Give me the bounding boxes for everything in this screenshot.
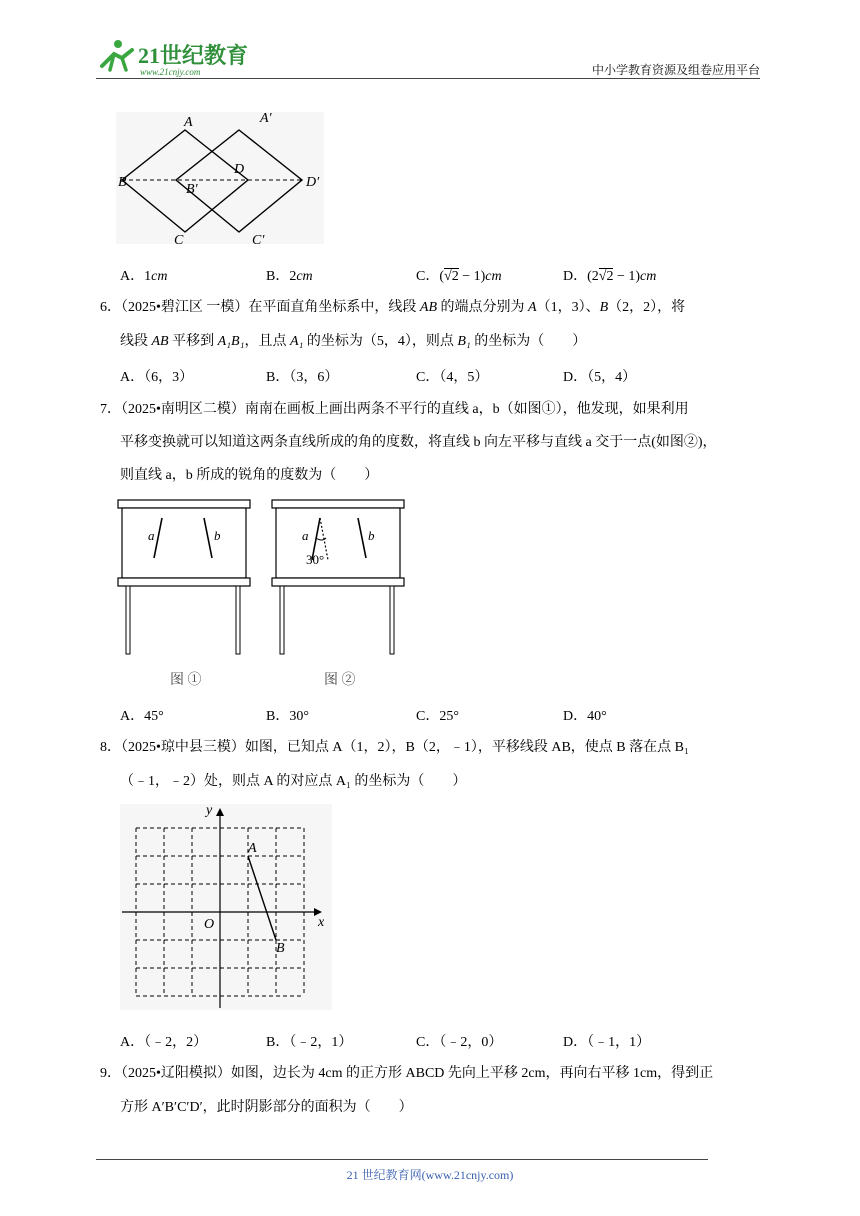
label-c-prime: C′ [252,233,265,248]
label-line-a: a [302,528,309,543]
footer-divider [96,1159,708,1160]
q8-option-c[interactable]: C．（﹣2，0） [416,1035,503,1050]
q7-fig1-caption: 图 ① [170,673,202,688]
footer-link[interactable]: 21 世纪教育网(www.21cnjy.com) [346,1168,514,1182]
q7-stem-line1: 7．（2025•南明区二模）南南在画板上画出两条不平行的直线 a，b（如图①），他发现，如果利用 [100,402,689,417]
q8-option-d[interactable]: D．（﹣1，1） [563,1035,651,1050]
header-divider [96,78,760,79]
runner-logo-icon [102,40,132,70]
q5-figure [112,102,332,250]
logo-url: www.21cnjy.com [140,67,201,77]
angle-label: 30° [306,552,325,567]
q8-option-a[interactable]: A．（﹣2，2） [120,1035,208,1050]
axis-x-label: x [318,915,325,930]
q5-option-c[interactable]: C．(√2 − 1)cm [416,269,502,284]
q6-option-d[interactable]: D．（5，4） [563,370,637,385]
label-b-prime: B′ [186,182,198,197]
label-d-prime: D′ [306,175,320,190]
q7-stem-line3: 则直线 a，b 所成的锐角的度数为（ ） [120,468,379,483]
label-c: C [174,233,184,248]
q8-stem-line2: （﹣1，﹣2）处，则点 A 的对应点 A₁ 的坐标为（ ） [120,774,467,789]
q7-figure-2 [270,498,406,658]
q5-option-b[interactable]: B．2cm [266,269,313,284]
q6-stem-line1: 6．（2025•碧江区 一模）在平面直角坐标系中，线段 AB 的端点分别为 A（1，3）、B（2，2），将 [100,300,686,315]
label-line-b: b [368,528,375,543]
q5-option-a[interactable]: A．1cm [120,269,168,284]
q7-figure-1 [116,498,252,658]
q5-option-d[interactable]: D．(2√2 − 1)cm [563,269,657,284]
label-a-prime: A′ [260,111,272,126]
q8-option-b[interactable]: B．（﹣2，1） [266,1035,353,1050]
q8-stem-line1: 8．（2025•琼中县三模）如图，已知点 A（1，2），B（2，﹣1），平移线段 AB，使点 B 落在点 B₁ [100,740,689,755]
header-platform-text: 中小学教育资源及组卷应用平台 [591,63,760,77]
q7-option-b[interactable]: B．30° [266,709,309,724]
point-b-label: B [276,941,285,956]
label-line-b: b [214,528,221,543]
axis-y-label: y [206,803,213,818]
point-a-label: A [248,841,257,856]
q6-option-b[interactable]: B．（3，6） [266,370,339,385]
label-line-a: a [148,528,155,543]
label-a: A [184,115,193,130]
origin-label: O [204,917,215,932]
q7-fig2-caption: 图 ② [324,673,356,688]
label-b: B [118,175,127,190]
label-d: D [234,162,245,177]
q7-stem-line2: 平移变换就可以知道这两条直线所成的角的度数，将直线 b 向左平移与直线 a 交于一点(如图②)， [120,435,717,450]
q7-option-c[interactable]: C．25° [416,709,459,724]
logo-text: 21世纪教育 [138,43,249,68]
q8-coordinate-grid [116,800,336,1012]
q7-option-d[interactable]: D．40° [563,709,607,724]
q9-stem-line1: 9．（2025•辽阳模拟）如图，边长为 4cm 的正方形 ABCD 先向上平移 2cm，再向右平移 1cm，得到正 [100,1066,714,1081]
q9-stem-line2: 方形 A′B′C′D′，此时阴影部分的面积为（ ） [120,1100,413,1115]
q7-option-a[interactable]: A．45° [120,709,164,724]
q6-stem-line2: 线段 AB 平移到 A₁B₁，且点 A₁ 的坐标为（5，4），则点 B₁ 的坐标为（ ） [120,334,587,349]
site-logo [96,36,256,78]
q6-option-a[interactable]: A．（6，3） [120,370,194,385]
q6-option-c[interactable]: C．（4，5） [416,370,489,385]
